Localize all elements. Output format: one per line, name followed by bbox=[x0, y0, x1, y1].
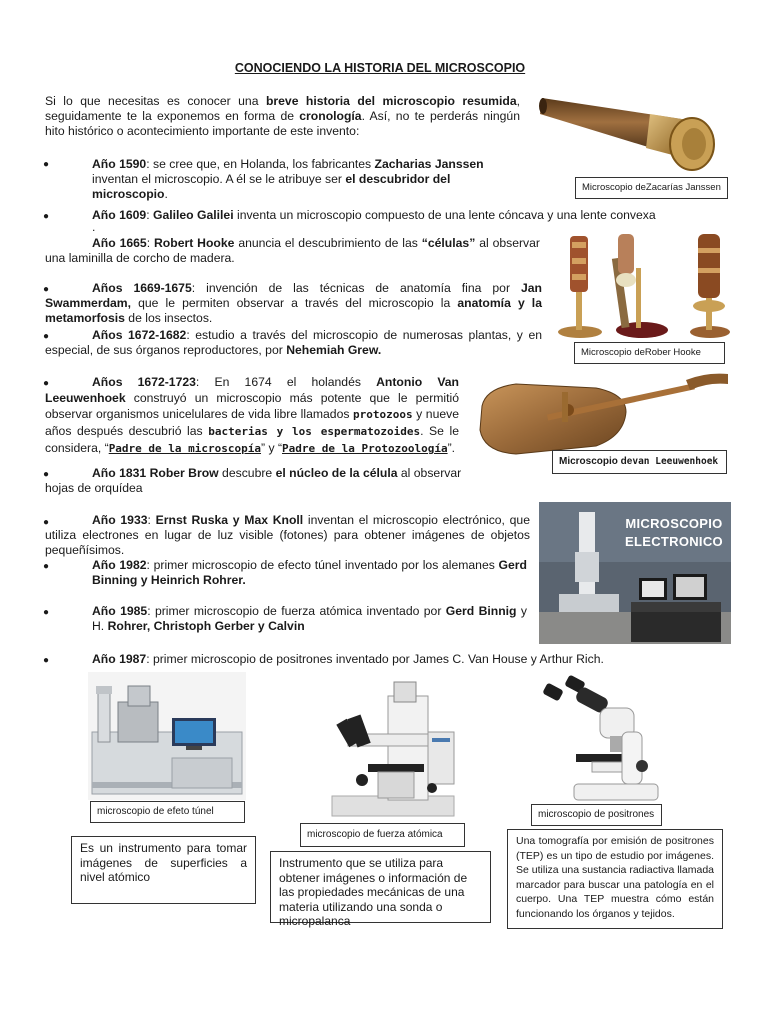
text: : bbox=[147, 513, 156, 527]
text: : primer microscopio de positrones inventado por James C. Van House y Arthur Rich. bbox=[146, 652, 604, 666]
caption-positrones: microscopio de positrones bbox=[531, 804, 662, 826]
caption-tunel: microscopio de efeto túnel bbox=[90, 801, 245, 823]
item-1987 bbox=[92, 652, 612, 667]
text: . Se le considera, “ bbox=[45, 424, 459, 455]
text: y H. bbox=[92, 604, 527, 633]
text: : primer microscopio de efecto túnel inventado por los alemanes bbox=[146, 558, 499, 572]
janssen-microscope-image bbox=[538, 92, 720, 180]
tunnel-microscope-image bbox=[88, 672, 246, 800]
bullet-1933: ● bbox=[43, 517, 50, 528]
name: Rohrer, Christoph Gerber y Calvin bbox=[107, 619, 305, 633]
caption-name: van Leeuwenhoek bbox=[632, 456, 719, 467]
bullet-1982: ● bbox=[43, 561, 50, 572]
hooke-microscopes-image bbox=[552, 228, 734, 342]
item-1933 bbox=[45, 513, 530, 558]
year: Años 1672-1723 bbox=[92, 375, 196, 389]
description-tunel bbox=[71, 836, 256, 904]
name: Antonio Van Leeuwenhoek bbox=[45, 375, 459, 405]
year: Año 1590 bbox=[92, 157, 147, 171]
caption-prefix: Microscopio de bbox=[581, 347, 645, 358]
description-text: Instrumento que se utiliza para obtener imágenes o información de las propiedades mecánicas de una materia utilizando una sonda o micropalanca bbox=[279, 856, 468, 928]
name: Gerd Binning y Heinrich Rohrer. bbox=[92, 558, 527, 587]
intro-text: , seguidamente te la exponemos en forma de bbox=[45, 94, 520, 123]
bullet-1609: ● bbox=[43, 211, 50, 222]
bullet-1987: ● bbox=[43, 655, 50, 666]
intro-paragraph bbox=[45, 94, 520, 139]
text: : bbox=[146, 208, 153, 222]
year: Años 1672-1682 bbox=[92, 328, 187, 342]
item-1985 bbox=[92, 604, 527, 634]
bullet-1590: ● bbox=[43, 159, 50, 170]
bullet-1985: ● bbox=[43, 607, 50, 618]
name: Nehemiah Grew. bbox=[286, 343, 382, 357]
caption-name: Zacarías Janssen bbox=[645, 182, 721, 193]
text: de los insectos. bbox=[124, 311, 213, 325]
year: Año 1982 bbox=[92, 558, 147, 572]
caption-prefix: Microscopio de bbox=[582, 182, 646, 193]
item-1672 bbox=[45, 328, 542, 358]
bullet-1669: ● bbox=[43, 284, 50, 295]
item-1609 bbox=[92, 208, 656, 223]
caption-janssen bbox=[575, 177, 728, 199]
text: anuncia el descubrimiento de las bbox=[234, 236, 422, 250]
leeuwenhoek-microscope-image bbox=[476, 366, 732, 458]
item-1982 bbox=[92, 558, 527, 588]
text: : bbox=[146, 236, 154, 250]
year: Año 1933 bbox=[92, 513, 148, 527]
item-1669 bbox=[45, 281, 542, 326]
item-1609-dot: . bbox=[92, 220, 96, 234]
item-1723 bbox=[45, 374, 459, 457]
text: inventan el microscopio. A él se le atribuye ser bbox=[92, 172, 346, 186]
electron-label-line: ELECTRONICO bbox=[625, 534, 723, 549]
bold: el núcleo de la célula bbox=[275, 466, 398, 480]
text: inventa un microscopio compuesto de una lente cóncava y una lente convexa bbox=[233, 208, 656, 222]
positron-microscope-image bbox=[538, 672, 662, 804]
item-1590 bbox=[92, 157, 522, 202]
text: al observar una laminilla de corcho de madera. bbox=[45, 236, 540, 265]
caption-hooke bbox=[574, 342, 725, 364]
year: Año 1831 Rober Brow bbox=[92, 466, 219, 480]
text: ” y “ bbox=[261, 441, 282, 455]
text: : se cree que, en Holanda, los fabricantes bbox=[146, 157, 375, 171]
caption-prefix: Microscopio de bbox=[559, 456, 633, 467]
item-1665 bbox=[45, 236, 540, 266]
text: : primer microscopio de fuerza atómica inventado por bbox=[147, 604, 446, 618]
bold: anatomía y la metamorfosis bbox=[45, 296, 542, 325]
year: Año 1609 bbox=[92, 208, 147, 222]
description-fuerza bbox=[270, 851, 491, 928]
caption-fuerza: microscopio de fuerza atómica bbox=[300, 823, 465, 847]
text: : En 1674 el holandés bbox=[195, 375, 377, 389]
bold: “células” bbox=[421, 236, 476, 250]
text: que le permiten observar a través del microscopio la bbox=[131, 296, 458, 310]
text: : invención de las técnicas de anatomía fina por bbox=[191, 281, 521, 295]
description-positrones bbox=[507, 829, 723, 929]
name: Jan Swammerdam, bbox=[45, 281, 543, 310]
name: Ernst Ruska y Max Knoll bbox=[155, 513, 304, 527]
bold: el descubridor del microscopio bbox=[92, 172, 451, 201]
bullet-1723: ● bbox=[43, 378, 50, 389]
atomic-force-microscope-image bbox=[322, 676, 460, 822]
year: Año 1665 bbox=[92, 236, 147, 250]
text: : estudio a través del microscopio de numerosas plantas, y en especial, de sus órganos reproductores, por bbox=[45, 328, 542, 357]
year: Año 1985 bbox=[92, 604, 148, 618]
name: Robert Hooke bbox=[154, 236, 235, 250]
intro-bold: cronología bbox=[299, 109, 362, 123]
name: Zacharias Janssen bbox=[374, 157, 484, 171]
description-text: Una tomografía por emisión de positrones (TEP) es un tipo de estudio por imágenes. Se utiliza una sustancia radiactiva llamada marcador para buscar una patología en el cuerpo. Una TEP muestra cómo están funcionando los órganos y tejidos. bbox=[516, 835, 714, 920]
text: inventan el microscopio electrónico, que utiliza electrones en lugar de luz visible (fotones) para obtener imágenes de objetos pequeñísimos. bbox=[45, 513, 530, 557]
text: . bbox=[164, 187, 168, 201]
item-1831 bbox=[45, 466, 465, 496]
intro-text: . Así, no te perderás ningún hito histórico o acontecimiento importante de este invento: bbox=[45, 109, 520, 138]
text: construyó un microscopio más potente que le permitió observar organismos unicelulares de vida libre llamados bbox=[45, 391, 459, 421]
year: Año 1987 bbox=[92, 652, 147, 666]
text: y nueve años después descubrió las bbox=[45, 407, 460, 438]
bold: protozoos bbox=[353, 408, 413, 421]
bold: bacterias y los espermatozoides bbox=[208, 425, 421, 438]
text: al observar hojas de orquídea bbox=[45, 466, 462, 495]
name: Gerd Binnig bbox=[445, 604, 517, 618]
bold: Padre de la Protozoología bbox=[282, 442, 448, 455]
year: Años 1669-1675 bbox=[92, 281, 192, 295]
text: descubre bbox=[218, 466, 276, 480]
electron-image-label bbox=[619, 515, 729, 551]
caption-leeuwenhoek bbox=[552, 450, 727, 474]
bullet-1831: ● bbox=[43, 469, 50, 480]
bold: Padre de la microscopía bbox=[108, 442, 262, 455]
description-text: Es un instrumento para tomar imágenes de superficies a nivel atómico bbox=[80, 841, 247, 884]
caption-name: Rober Hooke bbox=[644, 347, 701, 358]
text: ”. bbox=[447, 441, 456, 455]
document-title: CONOCIENDO LA HISTORIA DEL MICROSCOPIO bbox=[234, 61, 526, 75]
electron-label-line: MICROSCOPIO bbox=[625, 516, 723, 531]
bullet-1672: ● bbox=[43, 331, 50, 342]
name: Galileo Galilei bbox=[152, 208, 234, 222]
intro-bold: breve historia del microscopio resumida bbox=[265, 94, 517, 108]
intro-text: Si lo que necesitas es conocer una bbox=[45, 94, 266, 108]
